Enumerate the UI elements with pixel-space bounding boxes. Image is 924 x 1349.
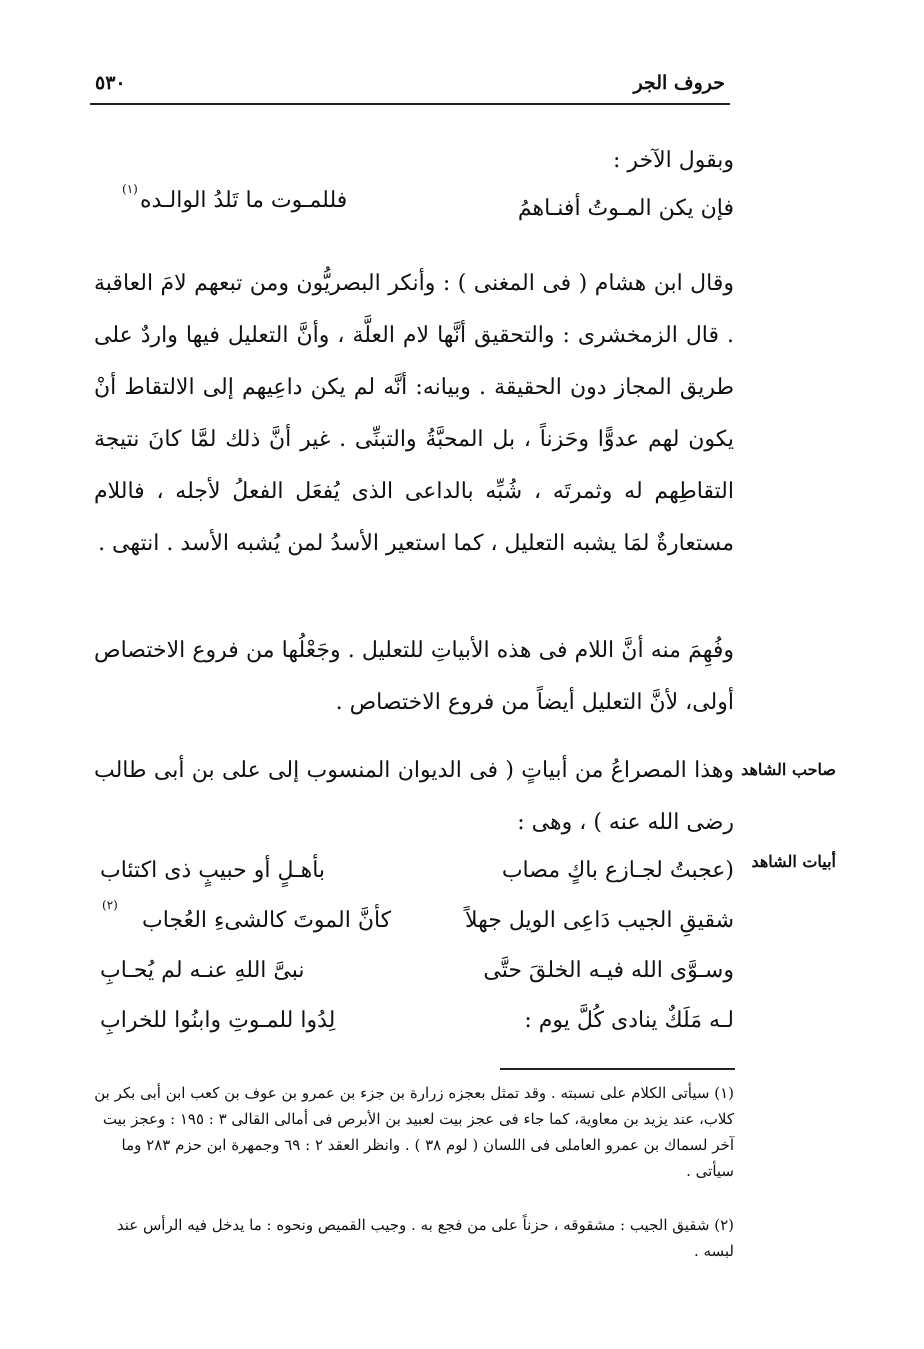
page-number: ٥٣٠ bbox=[95, 72, 126, 94]
running-title: حروف الجر bbox=[633, 72, 725, 94]
poem-line-1-second: بأهـلٍ أو حبيبٍ ذى اكتئاب bbox=[100, 858, 326, 883]
poem-line-2-second: كأنَّ الموتَ كالشىءِ العُجاب bbox=[142, 908, 392, 933]
poem-line-3-first: وسـوَّى الله فيـه الخلقَ حتَّى bbox=[483, 958, 734, 983]
header-rule bbox=[90, 103, 730, 105]
footnote-rule bbox=[500, 1068, 735, 1070]
paragraph-ibn-hisham: وقال ابن هشام ( فى المغنى ) : وأنكر البصريُّون ومن تبعهم لامَ العاقبة . قال الزمخشرى : والتحقيق أنَّها لام العلَّة ، وأنَّ التعليل فيها واردٌ على طريق المجاز دون الحقيقة . وبيانه: أنَّه لم يكن داعِيهم إلى الالتقاط أنْ يكون لهم عدوًّا وحَزناً ، بل المحبَّةُ والتبنِّى . غير أنَّ ذلك لمَّا كانَ نتيجة التقاطِهم له وثمرتَه ، شُبِّه بالداعى الذى يُفعَل الفعلُ لأجله ، فاللام مستعارةٌ لمَا يشبه التعليل ، كما استعير الأسدُ لمن يُشبه الأسد . انتهى . bbox=[94, 271, 735, 556]
poem-line-3-second: نبىَّ اللهِ عنـه لم يُحـابِ bbox=[100, 958, 305, 983]
verse1-second-hemistich bbox=[140, 188, 347, 213]
footnote-2: (٢) شقيق الجيب : مشقوقه ، حزناً على من فجع به . وجيب القميص ونحوه : ما يدخل فيه الرأس عند لبسه . bbox=[116, 1216, 734, 1260]
paragraph-attribution: وهذا المصراعُ من أبياتٍ ( فى الديوان المنسوب إلى على بن أبى طالب رضى الله عنه ) ، وهى : bbox=[94, 758, 734, 835]
page-header bbox=[95, 72, 725, 102]
verse1-second-text: فللمـوت ما تَلدُ الوالـده bbox=[140, 188, 348, 213]
poem-line-4-first: لـه مَلَكٌ ينادى كُلَّ يوم : bbox=[524, 1008, 734, 1033]
paragraph-understood: وفُهِمَ منه أنَّ اللام فى هذه الأبياتِ للتعليل . وجَعْلُها من فروع الاختصاص أولى، لأنَّ التعليل أيضاً من فروع الاختصاص . bbox=[94, 638, 734, 715]
poem-line-2-first: شقيقِ الجيب دَاعِى الويل جهلاً bbox=[465, 908, 734, 933]
footnote-marker-2: (٢) bbox=[102, 898, 118, 912]
margin-note-verses: أبيات الشاهد bbox=[751, 852, 836, 871]
margin-note-author: صاحب الشاهد bbox=[741, 760, 836, 779]
verse1-first-hemistich: فإن يكن المـوتُ أفنـاهمُ bbox=[517, 196, 734, 221]
poem-line-1-first: (عجبتُ لجـازع باكٍ مصاب bbox=[501, 858, 734, 883]
footnote-1: (١) سيأتى الكلام على نسبته . وقد تمثل بعجزه زرارة بن جزء بن عمرو بن عوف بن كعب ابن أبى بكر بن كلاب، عند يزيد بن معاوية، كما جاء فى عجز بيت لعبيد بن الأبرص فى أمالى القالى ٣ : ١٩٥ : وعجز بيت آخر لسماك بن عمرو العاملى فى اللسان ( لوم ٣٨ ) . وانظر العقد ٢ : ٦٩ وجمهرة ابن حزم ٢٨٣ وما سيأتى . bbox=[94, 1084, 734, 1180]
intro-line: وبقول الآخر : bbox=[612, 148, 734, 173]
poem-line-4-second: لِدُوا للمـوتِ وابنُوا للخرابِ bbox=[100, 1008, 336, 1033]
footnote-marker-1: (١) bbox=[122, 182, 138, 196]
